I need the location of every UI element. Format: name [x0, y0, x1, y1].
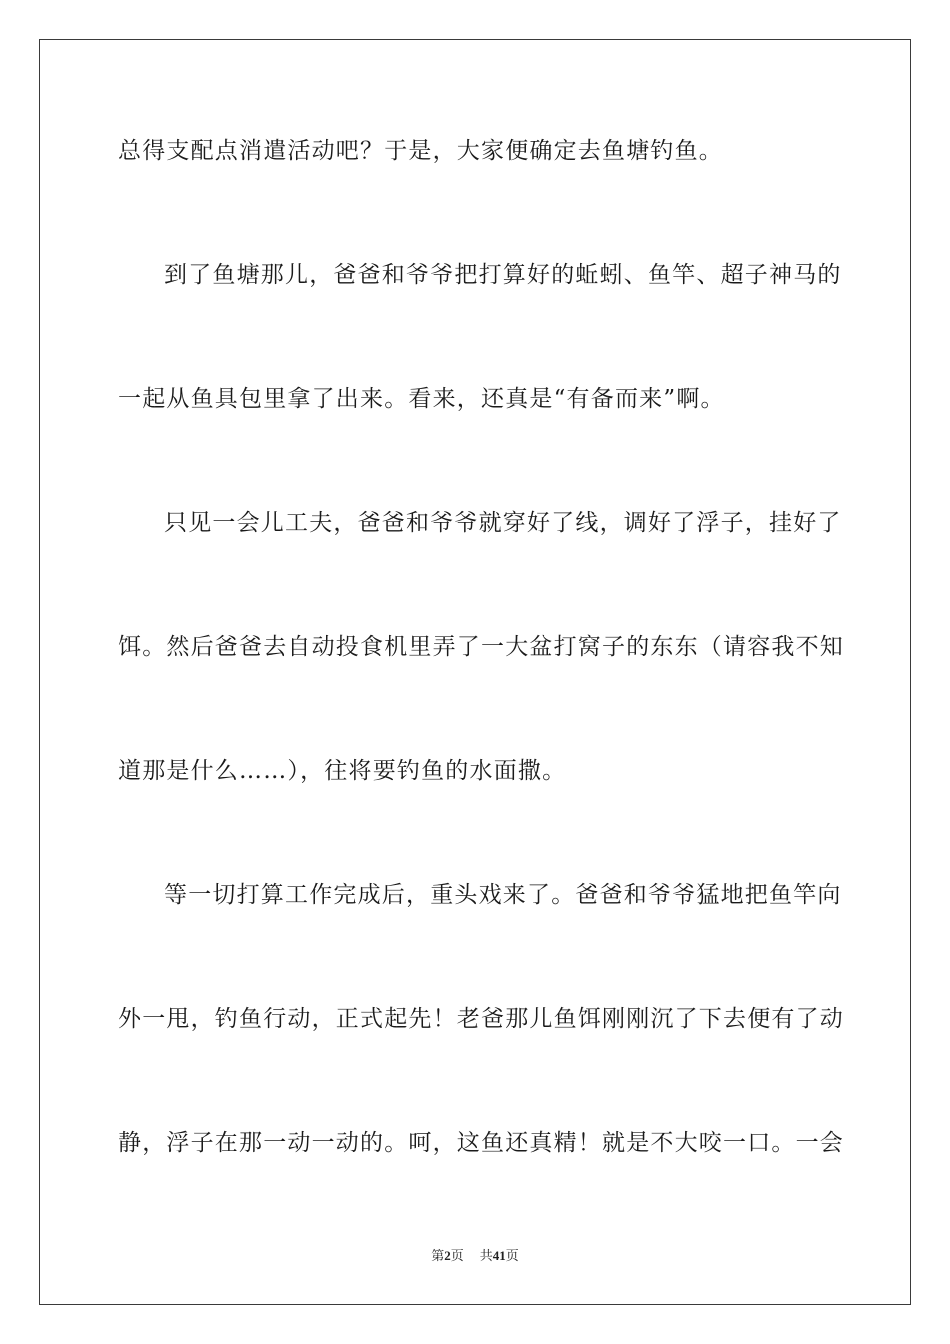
text-line-9: 静，浮子在那一动一动的。呵，这鱼还真精！就是不大咬一口。一会	[118, 1130, 844, 1156]
text-line-1: 总得支配点消遣活动吧？于是，大家便确定去鱼塘钓鱼。	[118, 138, 723, 164]
text-line-4: 只见一会儿工夫，爸爸和爷爷就穿好了线，调好了浮子，挂好了	[164, 510, 842, 536]
page-prefix: 第	[431, 1248, 445, 1263]
text-line-8: 外一甩，钓鱼行动，正式起先！老爸那儿鱼饵刚刚沉了下去便有了动	[118, 1006, 844, 1032]
page-suffix: 页	[450, 1248, 464, 1263]
text-line-7: 等一切打算工作完成后，重头戏来了。爸爸和爷爷猛地把鱼竿向	[164, 882, 842, 908]
text-line-6: 道那是什么……），往将要钓鱼的水面撒。	[118, 758, 567, 784]
text-line-5: 饵。然后爸爸去自动投食机里弄了一大盆打窝子的东东（请容我不知	[118, 634, 844, 660]
total-pages: 41	[492, 1248, 506, 1263]
text-line-3: 一起从鱼具包里拿了出来。看来，还真是“有备而来”啊。	[118, 386, 725, 412]
total-suffix: 页	[505, 1248, 519, 1263]
page-number: 2	[444, 1248, 451, 1263]
page-border	[39, 39, 911, 1305]
text-line-2: 到了鱼塘那儿，爸爸和爷爷把打算好的蚯蚓、鱼竿、超子神马的	[164, 262, 842, 288]
total-prefix: 共	[479, 1248, 493, 1263]
page-footer	[0, 1247, 950, 1265]
